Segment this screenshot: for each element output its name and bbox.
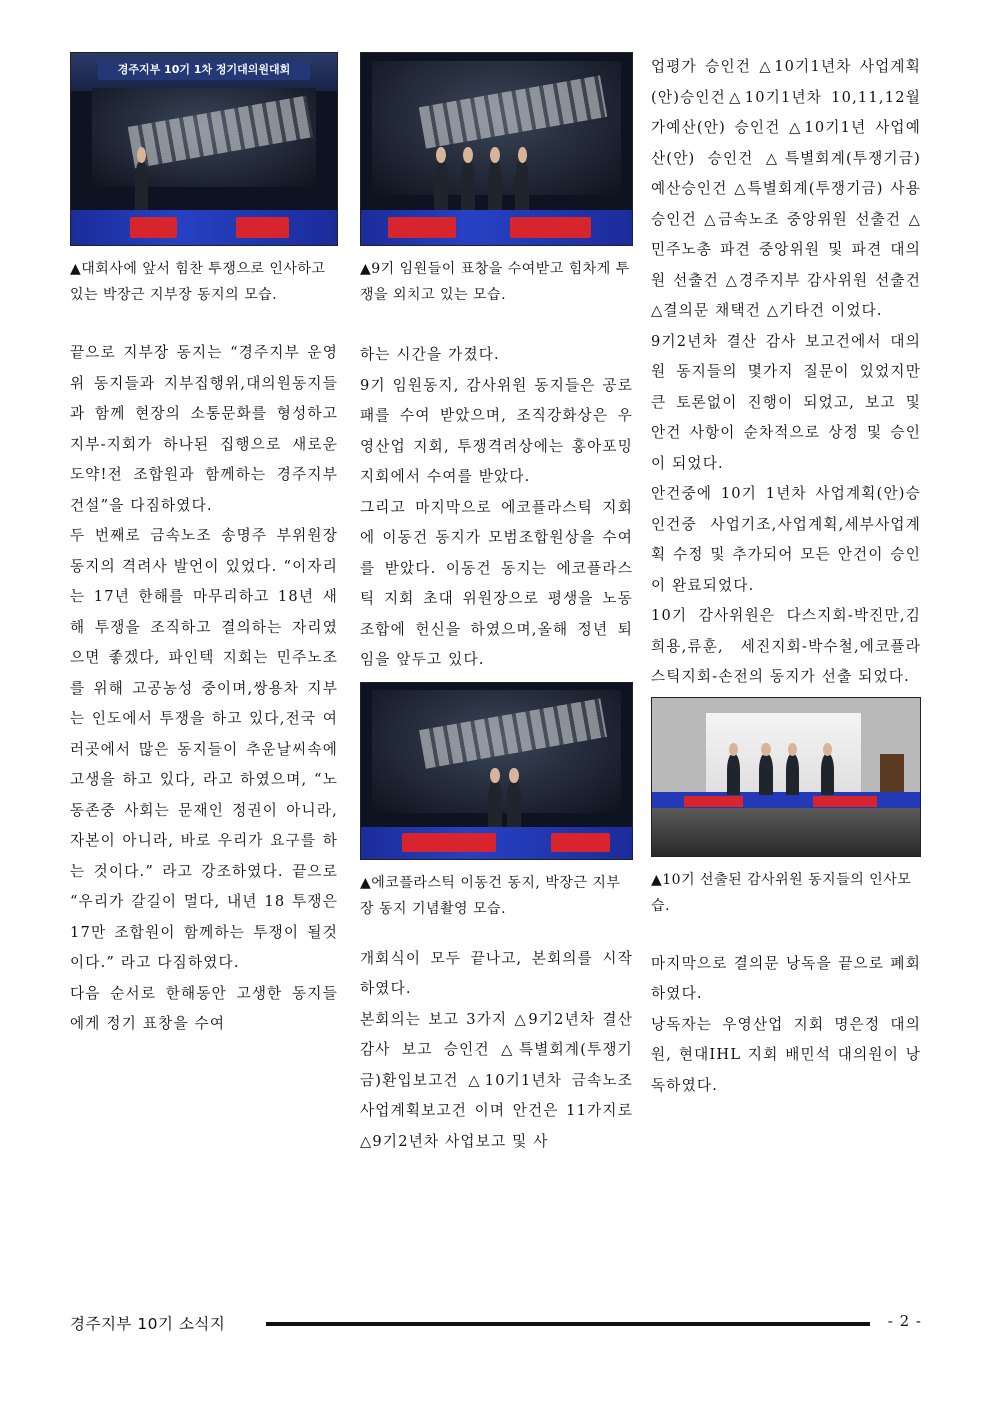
article-paragraph: 본회의는 보고 3가지 △9기2년차 결산감사 보고 승인건 △특별회계(투쟁기금)환입보고건 △10기1년차 금속노조 사업계획보고건 이며 안건은 11가지로△9기2년차 사업보고 및 사	[360, 1010, 633, 1150]
person-figure	[515, 161, 529, 211]
article-paragraph: 낭독자는 우영산업 지회 명은정 대의원, 현대IHL 지회 배민석 대의원이 낭독하였다.	[651, 1015, 921, 1094]
column-2	[360, 52, 633, 1157]
person-figure	[759, 754, 772, 795]
photo-opening-speech	[70, 52, 338, 246]
page-number: - 2 -	[887, 1312, 922, 1330]
person-figure	[488, 161, 502, 211]
article-paragraph: 마지막으로 결의문 낭독을 끝으로 폐회하였다.	[651, 954, 921, 1002]
person-figure	[488, 781, 502, 827]
article-paragraph: 9기2년차 결산 감사 보고건에서 대의원 동지들의 몇가지 질문이 있었지만 큰 토론없이 진행이 되었고, 보고 및 안건 사항이 순차적으로 상정 및 승인이 되었다.	[651, 332, 921, 472]
article-paragraph: 끝으로 지부장 동지는 “경주지부 운영위 동지들과 지부집행위,대의원동지들과 함께 현장의 소통문화를 형성하고 지부-지회가 하나된 집행으로 새로운 도약!전 조합원과 함께하는 경주지부 건설”을 다짐하였다.	[70, 344, 338, 514]
footer-rule	[266, 1322, 870, 1326]
person-figure	[786, 754, 799, 795]
photo-caption-4: ▲10기 선출된 감사위원 동지들의 인사모습.	[651, 871, 912, 914]
page-footer	[70, 1312, 922, 1338]
photo-auditors	[651, 697, 921, 857]
article-paragraph: 안건중에 10기 1년차 사업계획(안)승인건중 사업기조,사업계획,세부사업계획 수정 및 추가되어 모든 안건이 승인이 완료되었다.	[651, 485, 921, 594]
photo-caption-2: ▲9기 임원들이 표창을 수여받고 힘차게 투쟁을 외치고 있는 모습.	[360, 261, 630, 303]
photo-commemorative	[360, 682, 633, 860]
photo-caption-1: ▲대회사에 앞서 힘찬 투쟁으로 인사하고 있는 박장근 지부장 동지의 모습.	[70, 261, 326, 303]
person-figure	[727, 754, 740, 795]
article-paragraph: 10기 감사위원은 다스지회-박진만,김희용,류훈, 세진지회-박수철,에코플라스틱지회-손전의 동지가 선출 되었다.	[651, 607, 921, 685]
article-paragraph: 다음 순서로 한해동안 고생한 동지들에게 정기 표창을 수여	[70, 984, 338, 1032]
newsletter-title: 경주지부 10기 소식지	[70, 1312, 231, 1334]
photo-banner-text: 경주지부 10기 1차 정기대의원대회	[98, 61, 311, 80]
article-paragraph: 개회식이 모두 끝나고, 본회의를 시작하였다.	[360, 949, 633, 997]
column-3	[651, 52, 921, 1101]
article-paragraph: 9기 임원동지, 감사위원 동지들은 공로패를 수여 받았으며, 조직강화상은 우영산업 지회, 투쟁격려상에는 홍아포밍 지회에서 수여를 받았다.	[360, 376, 633, 485]
person-figure	[135, 161, 148, 211]
article-paragraph: 두 번째로 금속노조 송명주 부위원장 동지의 격려사 발언이 있었다. “이자리는 17년 한해를 마무리하고 18년 새해 투쟁을 조직하고 결의하는 자리였으면 좋겠다, 파인텍 지회는 민주노조를 위해 고공농성 중이며,쌍용차 지부는 인도에서 투쟁을 하고 있다,전국 여러곳에서 많은 동지들이 추운날씨속에 고생을 하고 있다, 라고 하였으며, “노동존중 사회는 문재인 정권이 아니라,자본이 아니라, 바로 우리가 요구를 하는 것이다.” 라고 강조하였다. 끝으로 “우리가 갈길이 멀다, 내년 18 투쟁은 17만 조합원이 함께하는 투쟁이 될것이다.” 라고 다짐하였다.	[70, 527, 338, 971]
person-figure	[461, 161, 475, 211]
column-1	[70, 52, 338, 1040]
article-paragraph: 하는 시간을 가졌다.	[360, 346, 500, 363]
article-paragraph: 업평가 승인건 △10기1년차 사업계획(안)승인건△10기1년차 10,11,12월 가예산(안) 승인건 △10기1년 사업예산(안) 승인건 △특별회계(투쟁기금) 예산승인건 △특별회계(투쟁기금) 사용 승인건 △금속노조 중앙위원 선출건 △민주노총 파견 중앙위원 및 파견 대의원 선출건 △경주지부 감사위원 선출건 △결의문 채택건 △기타건 이었다.	[651, 58, 921, 319]
photo-award-officers	[360, 52, 633, 246]
article-paragraph: 그리고 마지막으로 에코플라스틱 지회에 이동건 동지가 모범조합원상을 수여를 받았다. 이동건 동지는 에코플라스틱 지회 초대 위원장으로 평생을 노동조합에 헌신을 하였으며,올해 정년 퇴임을 앞두고 있다.	[360, 498, 633, 668]
person-figure	[821, 754, 834, 795]
person-figure	[434, 161, 448, 211]
photo-caption-3: ▲에코플라스틱 이동건 동지, 박장근 지부장 동지 기념촬영 모습.	[360, 874, 621, 917]
person-figure	[507, 781, 521, 827]
